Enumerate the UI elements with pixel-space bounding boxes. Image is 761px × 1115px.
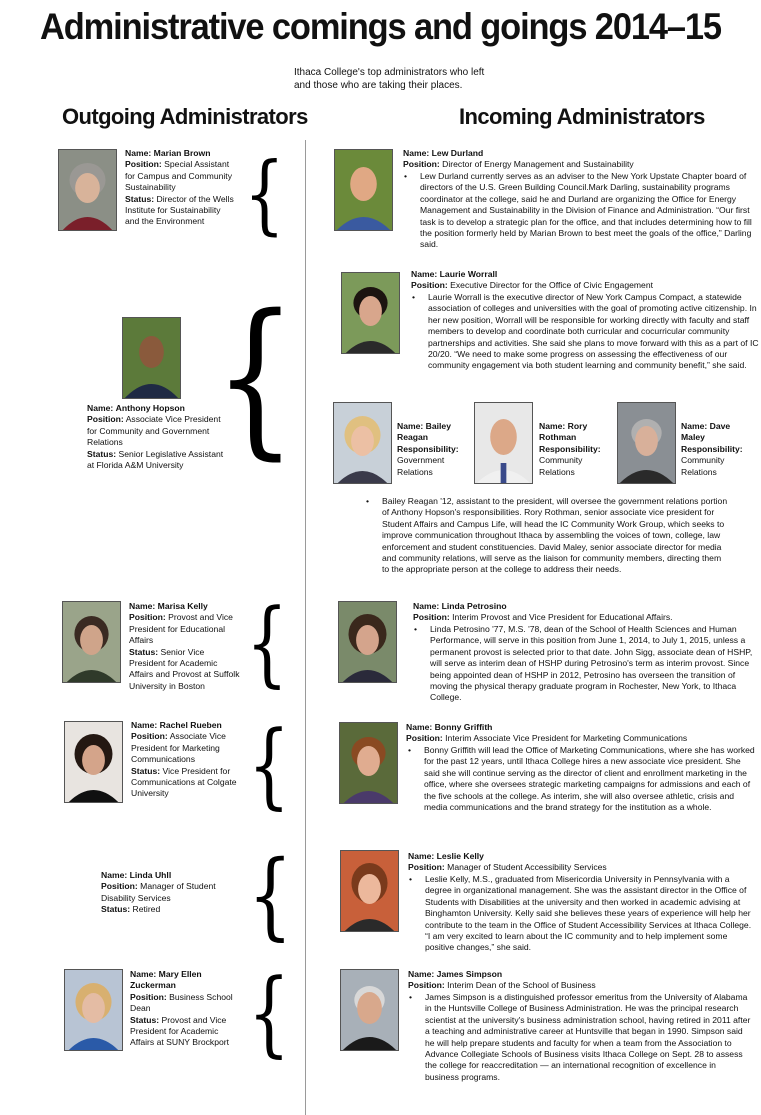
dave-maley-photo: [617, 402, 676, 484]
status-label: Status:: [87, 448, 117, 459]
incoming-heading: Incoming Administrators: [459, 104, 705, 129]
incoming-description: • Laurie Worrall is the executive director of New York Campus Compact, a statewide association of colleges and universities with the goal of promoting active citizenship. In her new position, Worrall will be responsible for working directly with faculty and staff members to develop and coordinate both curricular and cocurricular community partnerships and activities. She said she plans to move forward with this as a part of IC 20/20. “We need to make some progress on assessing the effectiveness of our community engagement via both student learning and community benefit,” she said.: [410, 292, 760, 372]
outgoing-name: Marisa Kelly: [157, 601, 208, 611]
incoming-position: Interim Associate Vice President for Marketing Communications: [445, 733, 688, 744]
incoming-header: [403, 148, 753, 171]
incoming-name: Laurie Worrall: [439, 269, 498, 279]
incoming-description: • Linda Petrosino '77, M.S. '78, dean of the School of Health Sciences and Human Performance, will serve in this position from June 1, 2014, to July 1, 2015, unless a permanent provost is selected prior to that date. John Sigg, associate dean of HSHP, will serve as interim dean of HSHP during Petrosino's term as interim provost. Since being appointed dean of HSHP in 2012, Petrosino has overseen the transition of moving the physical therapy graduate program in Rochester, New York, to Ithaca College.: [412, 624, 757, 704]
incoming-name: Linda Petrosino: [441, 601, 507, 611]
incoming-position: Interim Dean of the School of Business: [447, 980, 596, 991]
name-label: Name:: [413, 601, 440, 611]
brace-glyph: {: [244, 145, 285, 246]
trio-responsibility: Community Relations: [539, 455, 583, 477]
name-label: Name:: [130, 969, 157, 979]
name-label: Name:: [101, 870, 128, 880]
responsibility-label: Responsibility:: [681, 443, 743, 454]
outgoing-item: [130, 969, 242, 1049]
brace-glyph: {: [248, 839, 293, 951]
outgoing-status: Provost and Vice President for Academic Affairs at SUNY Brockport: [130, 1014, 230, 1048]
outgoing-position: Associate Vice President for Marketing Communications: [131, 731, 226, 765]
trio-name: Dave Maley: [681, 421, 731, 443]
position-label: Position:: [411, 280, 448, 291]
outgoing-name: Mary Ellen Zuckerman: [130, 969, 202, 991]
laurie-worrall-photo: [341, 272, 400, 354]
page-subtitle: [294, 66, 554, 92]
marian-brown-photo: [58, 149, 117, 231]
rachel-rueben-photo: [64, 721, 123, 803]
james-simpson-photo: [340, 969, 399, 1051]
name-label: Name:: [408, 851, 435, 861]
subtitle-line-1: Ithaca College's top administrators who left: [294, 67, 485, 78]
incoming-name: Lew Durland: [431, 148, 484, 158]
outgoing-name: Marian Brown: [153, 148, 211, 158]
incoming-description: • Bonny Griffith will lead the Office of Marketing Communications, where she has worked for the past 12 years, until Ithaca College hires a new associate vice president. She said she will continue serving as the director of client and enrollment marketing in the office, where she oversees strategic marketing campaigns for admissions and each of the five schools at the college. As interim, she will also oversee athletic, crisis and media communications and the brand strategy for the institution as a whole.: [406, 745, 756, 813]
trio-name: Rory Rothman: [539, 421, 588, 443]
name-label: Name:: [131, 720, 158, 730]
position-label: Position:: [125, 159, 162, 170]
brace-glyph: {: [246, 589, 288, 698]
position-label: Position:: [413, 612, 450, 623]
position-label: Position:: [87, 414, 124, 425]
name-label: Name:: [408, 969, 435, 979]
linda-petrosino-photo: [338, 601, 397, 683]
outgoing-item: [125, 148, 237, 228]
name-label: Name:: [681, 421, 708, 431]
outgoing-name: Anthony Hopson: [115, 403, 185, 413]
position-label: Position:: [101, 881, 138, 892]
incoming-description: • Leslie Kelly, M.S., graduated from Misericordia University in Pennsylvania with a degree in organizational management. She was the assistant director in the Office of Students with Disabilities at the university and then worked in academic advising at Binghamton University. Kelly said she believes these years of experience will help her contribute to the team in the Office of Student Accessibility Services at Ithaca College. “I am very excited to learn about the IC community and to help implement some positive changes,” she said.: [407, 874, 757, 954]
subtitle-line-2: and those who are taking their places.: [294, 80, 463, 91]
lew-durland-photo: [334, 149, 393, 231]
incoming-header: [413, 601, 758, 624]
outgoing-heading: Outgoing Administrators: [62, 104, 308, 129]
incoming-header: [411, 269, 756, 292]
position-label: Position:: [406, 733, 443, 744]
responsibility-label: Responsibility:: [397, 443, 459, 454]
name-label: Name:: [129, 601, 156, 611]
name-label: Name:: [411, 269, 438, 279]
leslie-kelly-photo: [340, 850, 399, 932]
brace-glyph: {: [248, 711, 290, 820]
status-label: Status:: [131, 765, 161, 776]
outgoing-name: Linda Uhll: [129, 870, 172, 880]
brace-glyph: {: [248, 959, 290, 1068]
outgoing-name: Rachel Rueben: [159, 720, 222, 730]
status-label: Status:: [101, 904, 131, 915]
column-divider: [305, 140, 306, 1115]
incoming-position: Executive Director for the Office of Civic Engagement: [450, 280, 653, 291]
name-label: Name:: [397, 421, 424, 431]
incoming-name: Leslie Kelly: [436, 851, 484, 861]
bonny-griffith-photo: [339, 722, 398, 804]
position-label: Position:: [403, 159, 440, 170]
incoming-description: • Lew Durland currently serves as an adviser to the New York Upstate Chapter board of directors of the U.S. Green Building Council.Mark Darling, sustainability programs coordinator at the college, said he and Durland are organizing the Office for Energy Management and Sustainability in the Division of Finance and Administration. “Our first task is to develop a strategic plan for the office, and that includes determining how to fill the position formerly held by Marian Brown to best meet the goals of the office,” Darling said.: [402, 171, 752, 251]
brace-glyph: {: [214, 277, 297, 476]
outgoing-item: [101, 870, 241, 916]
outgoing-status: Senior Vice President for Academic Affairs and Provost at Suffolk University in Boston: [129, 646, 240, 691]
outgoing-item: [131, 720, 243, 800]
position-label: Position:: [130, 991, 167, 1002]
marisa-kelly-photo: [62, 601, 121, 683]
status-label: Status:: [130, 1014, 160, 1025]
trio-description: • Bailey Reagan '12, assistant to the president, will oversee the government relations portion of Anthony Hopson's responsibilities. Rory Rothman, senior associate vice president for Student Affairs and Campus Life, will head the IC Community Work Group, which seeks to improve communication throughout Ithaca by assembling the voices of town, college, law enforcement and student constituencies. David Maley, senior associate director for media and community relations, will serve as the liaison for community members, directing them to the appropriate person at the college to address their needs.: [364, 496, 729, 576]
trio-item: [397, 421, 467, 478]
name-label: Name:: [125, 148, 152, 158]
anthony-hopson-photo: [122, 317, 181, 399]
trio-item: [539, 421, 611, 478]
incoming-position: Manager of Student Accessibility Services: [447, 862, 607, 873]
rory-rothman-photo: [474, 402, 533, 484]
incoming-name: James Simpson: [436, 969, 503, 979]
position-label: Position:: [129, 612, 166, 623]
page-title: Administrative comings and goings 2014–15: [40, 6, 721, 47]
outgoing-item: [87, 403, 227, 471]
position-label: Position:: [131, 731, 168, 742]
incoming-header: [408, 969, 758, 992]
responsibility-label: Responsibility:: [539, 443, 601, 454]
outgoing-status: Senior Legislative Assistant at Florida A&M University: [87, 448, 224, 471]
incoming-header: [406, 722, 756, 745]
name-label: Name:: [539, 421, 566, 431]
incoming-header: [408, 851, 758, 874]
outgoing-status: Vice President for Communications at Colgate University: [131, 765, 237, 799]
bailey-reagan-photo: [333, 402, 392, 484]
incoming-position: Director of Energy Management and Sustainability: [442, 159, 634, 170]
outgoing-status: Retired: [132, 904, 161, 915]
incoming-description: • James Simpson is a distinguished professor emeritus from the University of Alabama in the Huntsville College of Business Administration. He was the principal research scientist at the university's business administration school, having retired in 2011 after a teaching and administrative career at Huntsville that began in 1990. Simpson said he will help prepare students and faculty for when a team from the Association to Advance Collegiate Schools of Business visits Ithaca College on Sept. 28 to assess the college for reaccreditation — an international recognition of excellence in business programs.: [407, 992, 752, 1083]
outgoing-position: Provost and Vice President for Educational Affairs: [129, 612, 233, 646]
outgoing-item: [129, 601, 241, 692]
outgoing-position: Special Assistant for Campus and Community Sustainability: [125, 159, 232, 193]
status-label: Status:: [125, 193, 155, 204]
position-label: Position:: [408, 980, 445, 991]
outgoing-position: Manager of Student Disability Services: [101, 881, 216, 903]
trio-item: [681, 421, 755, 478]
outgoing-status: Director of the Wells Institute for Sustainability and the Environment: [125, 193, 234, 227]
trio-responsibility: Government Relations: [397, 455, 445, 477]
mary-ellen-zuckerman-photo: [64, 969, 123, 1051]
status-label: Status:: [129, 646, 159, 657]
incoming-position: Interim Provost and Vice President for Educational Affairs.: [452, 612, 673, 623]
name-label: Name:: [406, 722, 433, 732]
trio-name: Bailey Reagan: [397, 421, 451, 443]
position-label: Position:: [408, 862, 445, 873]
name-label: Name:: [87, 403, 114, 413]
outgoing-position: Business School Dean: [130, 991, 233, 1014]
name-label: Name:: [403, 148, 430, 158]
outgoing-position: Associate Vice President for Community and Government Relations: [87, 414, 221, 448]
trio-responsibility: Community Relations: [681, 455, 725, 477]
incoming-name: Bonny Griffith: [434, 722, 493, 732]
